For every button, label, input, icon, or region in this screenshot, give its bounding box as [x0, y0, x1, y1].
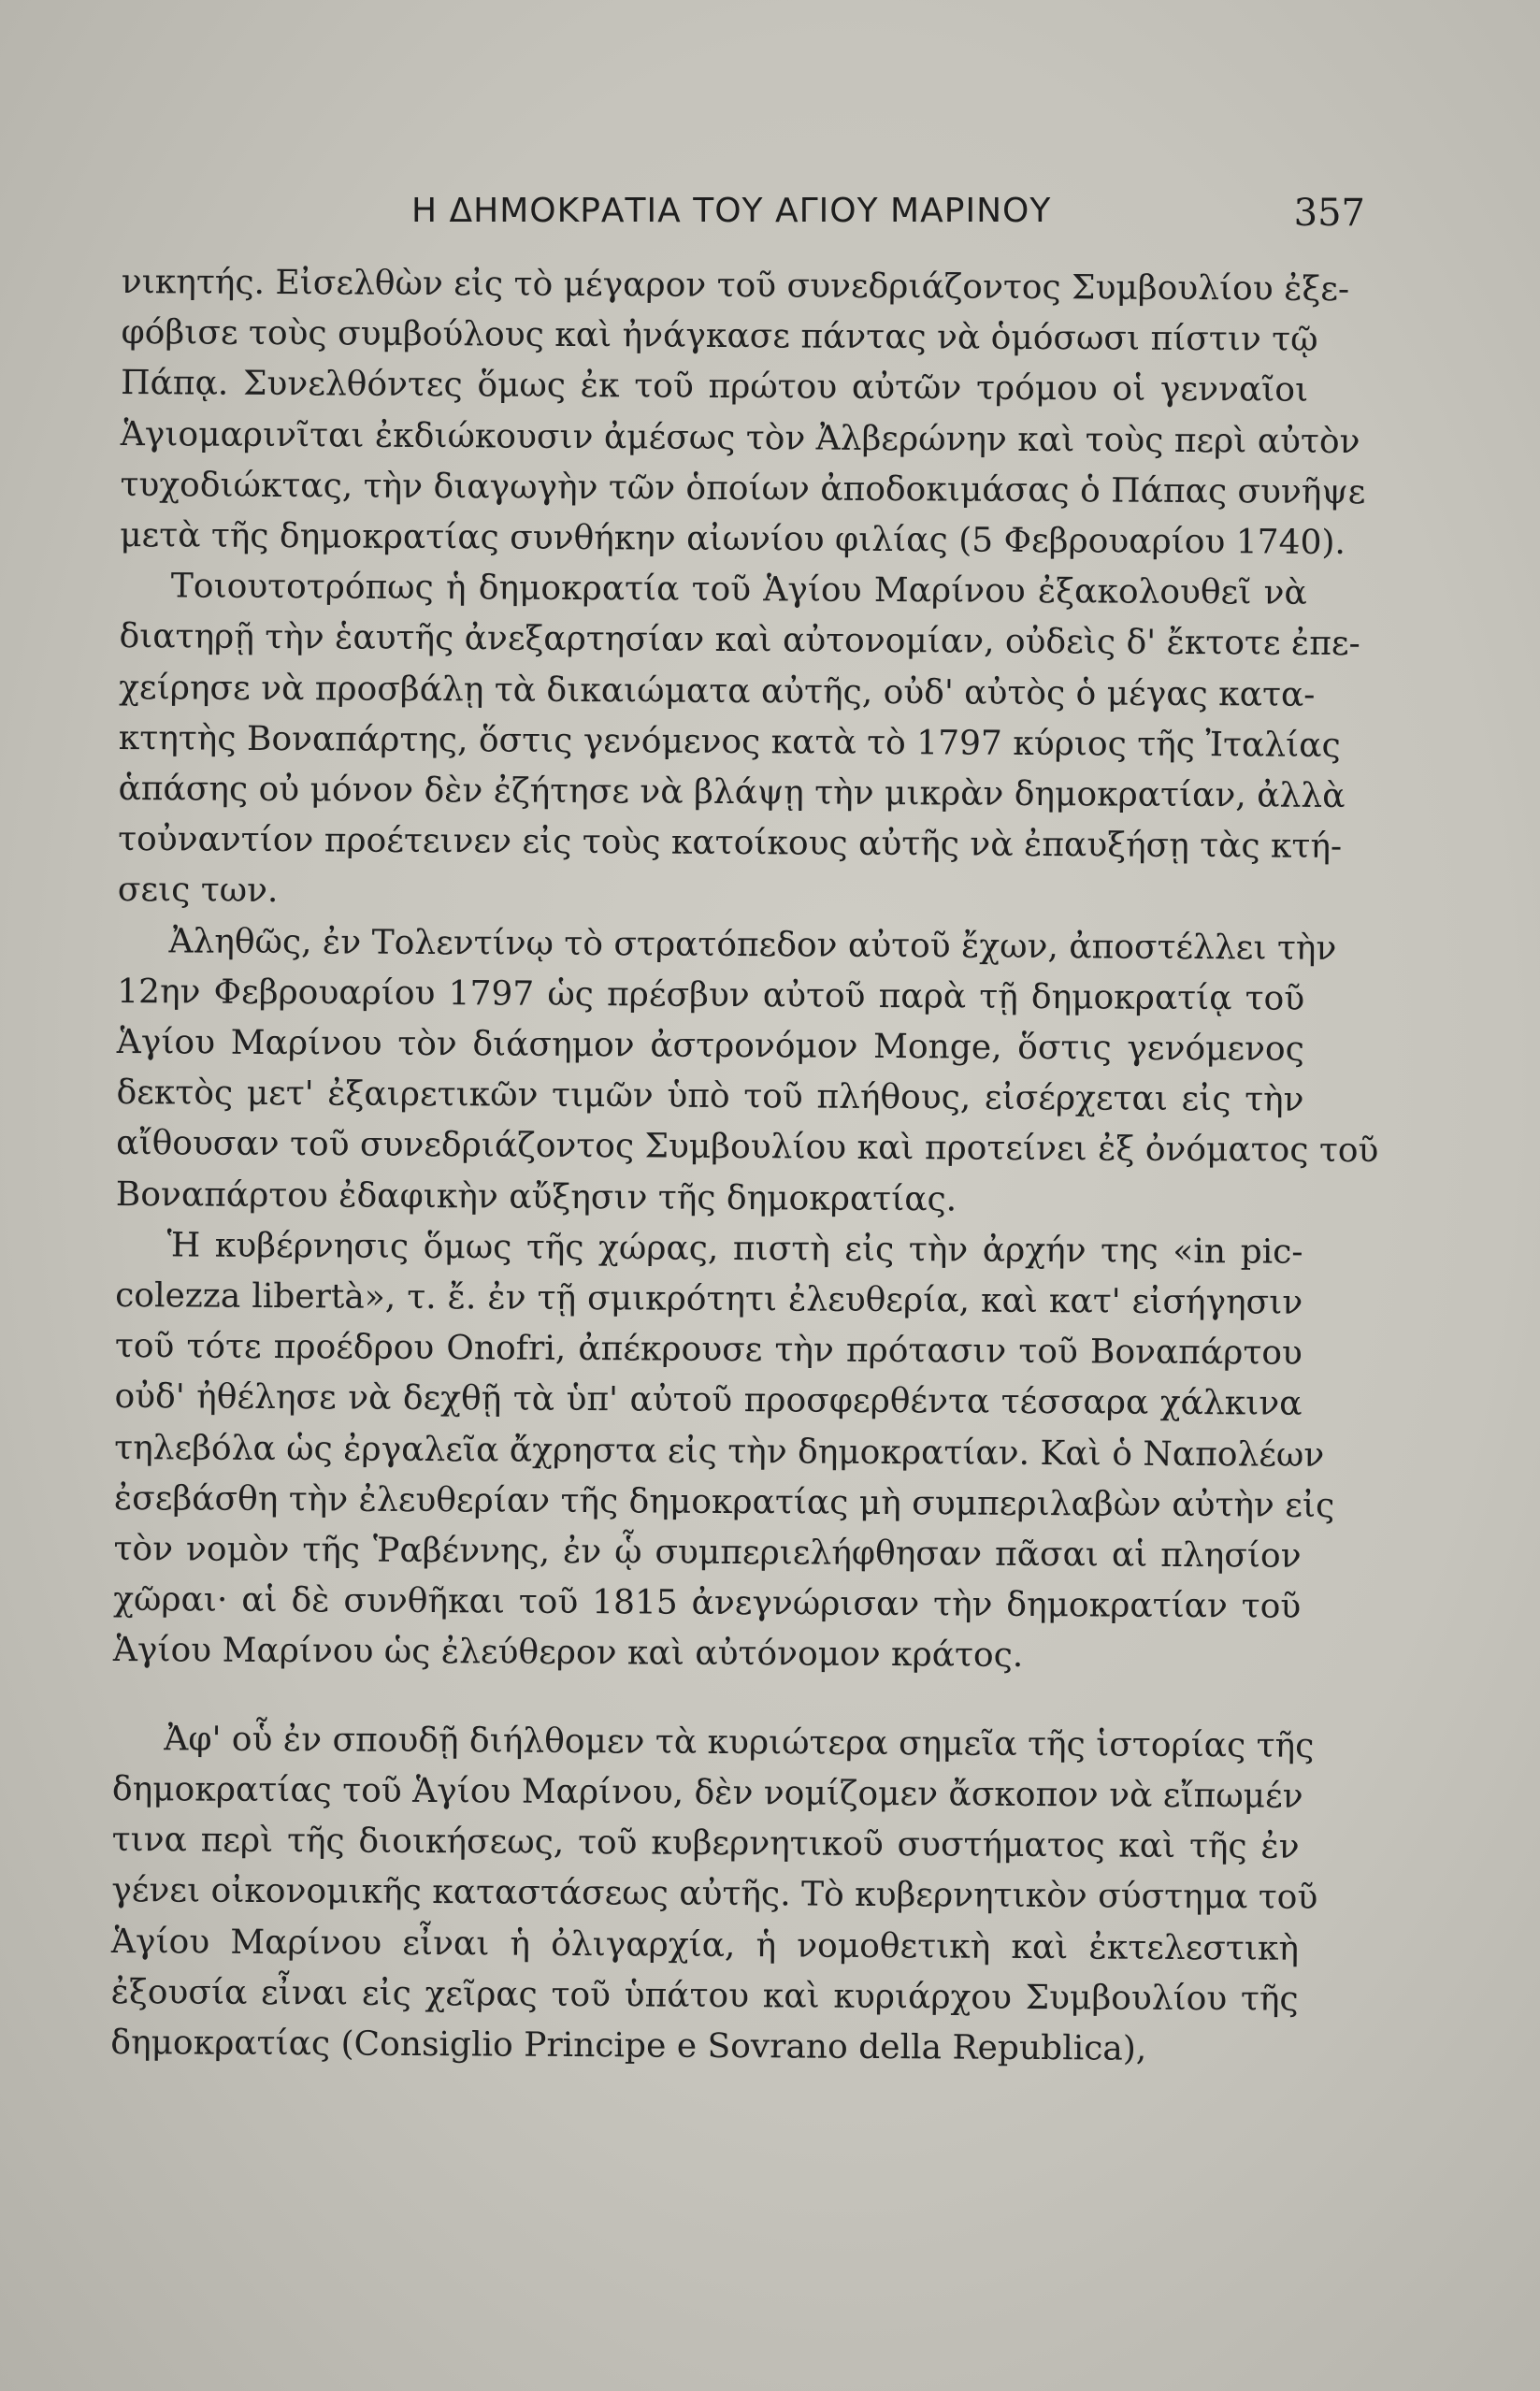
text-line: δεκτὸς μετ' ἐξαιρετικῶν τιμῶν ὑπὸ τοῦ πλήθους, εἰσέρχεται εἰς τὴν — [116, 1073, 1304, 1119]
text-line: Τοιουτοτρόπως ἡ δημοκρατία τοῦ Ἁγίου Μαρίνου ἐξακολουθεῖ νὰ — [170, 567, 1307, 612]
text-line: σεις των. — [117, 871, 279, 911]
text-line: 12ην Φεβρουαρίου 1797 ὡς πρέσβυν αὐτοῦ παρὰ τῇ δημοκρατίᾳ τοῦ — [117, 972, 1305, 1018]
text-line: γένει οἰκονομικῆς καταστάσεως αὐτῆς. Τὸ κυβερνητικὸν σύστημα τοῦ — [111, 1871, 1318, 1918]
text-line: δημοκρατίας τοῦ Ἁγίου Μαρίνου, δὲν νομίζομεν ἄσκοπον νὰ εἴπωμέν — [111, 1769, 1303, 1816]
text-line: τυχοδιώκτας, τὴν διαγωγὴν τῶν ὁποίων ἀποδοκιμάσας ὁ Πάπας συνῆψε — [120, 465, 1366, 511]
text-line: χείρησε νὰ προσβάλῃ τὰ δικαιώματα αὐτῆς, οὐδ' αὐτὸς ὁ μέγας κατα- — [119, 668, 1316, 714]
text-line: φόβισε τοὺς συμβούλους καὶ ἠνάγκασε πάντας νὰ ὁμόσωσι πίστιν τῷ — [121, 313, 1318, 360]
running-header — [112, 192, 1365, 248]
text-line: τηλεβόλα ὡς ἐργαλεῖα ἄχρηστα εἰς τὴν δημοκρατίαν. Καὶ ὁ Ναπολέων — [114, 1428, 1325, 1475]
text-line: Βοναπάρτου ἐδαφικὴν αὔξησιν τῆς δημοκρατίας. — [115, 1174, 957, 1219]
book-page — [110, 140, 1379, 2282]
text-line: Ἀληθῶς, ἐν Τολεντίνῳ τὸ στρατόπεδον αὐτοῦ ἔχων, ἀποστέλλει τὴν — [168, 921, 1337, 968]
text-line: μετὰ τῆς δημοκρατίας συνθήκην αἰωνίου φιλίας (5 Φεβρουαρίου 1740). — [120, 516, 1346, 563]
text-line: τὸν νομὸν τῆς Ῥαβέννης, ἐν ᾧ συμπεριελήφθησαν πᾶσαι αἱ πλησίον — [113, 1530, 1302, 1576]
text-line: ἁπάσης οὐ μόνον δὲν ἐζήτησε νὰ βλάψῃ τὴν μικρὰν δημοκρατίαν, ἀλλὰ — [118, 770, 1346, 816]
text-line: κτητὴς Βοναπάρτης, ὅστις γενόμενος κατὰ τὸ 1797 κύριος τῆς Ἰταλίας — [118, 718, 1341, 765]
text-line: τοὐναντίον προέτεινεν εἰς τοὺς κατοίκους αὐτῆς νὰ ἐπαυξήσῃ τὰς κτή- — [118, 820, 1343, 867]
paragraph — [117, 561, 1360, 923]
text-line: οὐδ' ἠθέλησε νὰ δεχθῇ τὰ ὑπ' αὐτοῦ προσφερθέντα τέσσαρα χάλκινα — [114, 1377, 1303, 1424]
text-line: δημοκρατίας (Consiglio Principe e Sovrano della Republica), — [110, 2023, 1147, 2068]
text-line: Πάπᾳ. Συνελθόντες ὅμως ἐκ τοῦ πρώτου αὐτῶν τρόμου οἱ γενναῖοι — [121, 364, 1309, 411]
text-line: Ἁγιομαρινῖται ἐκδιώκουσιν ἀμέσως τὸν Ἀλβερώνην καὶ τοὺς περὶ αὐτὸν — [120, 414, 1360, 461]
paragraph — [112, 1220, 1335, 1684]
text-line: τινα περὶ τῆς διοικήσεως, τοῦ κυβερνητικοῦ συστήματος καὶ τῆς ἐν — [111, 1821, 1300, 1866]
text-line: διατηρῇ τὴν ἑαυτῆς ἀνεξαρτησίαν καὶ αὐτονομίαν, οὐδεὶς δ' ἔκτοτε ἐπε- — [119, 617, 1360, 664]
text-line: τοῦ τότε προέδρου Onofri, ἀπέκρουσε τὴν πρότασιν τοῦ Βοναπάρτου — [114, 1327, 1303, 1374]
body-text — [110, 257, 1379, 2076]
paragraph — [110, 1714, 1318, 2076]
text-line: Ἁγίου Μαρίνου ὡς ἐλεύθερον καὶ αὐτόνομον κράτος. — [112, 1631, 1024, 1676]
text-line: ἐξουσία εἶναι εἰς χεῖρας τοῦ ὑπάτου καὶ κυριάρχου Συμβουλίου τῆς — [110, 1972, 1299, 2019]
running-title: Η ΔΗΜΟΚΡΑΤΙΑ ΤΟΥ ΑΓΙΟΥ ΜΑΡΙΝΟΥ — [411, 192, 1052, 230]
text-line: αἴθουσαν τοῦ συνεδριάζοντος Συμβουλίου καὶ προτείνει ἐξ ὀνόματος τοῦ — [116, 1124, 1379, 1171]
text-line: ἐσεβάσθη τὴν ἐλευθερίαν τῆς δημοκρατίας μὴ συμπεριλαβὼν αὐτὴν εἰς — [113, 1478, 1335, 1525]
text-line: νικητής. Εἰσελθὼν εἰς τὸ μέγαρον τοῦ συνεδριάζοντος Συμβουλίου ἐξε- — [121, 262, 1350, 310]
text-line: Ἡ κυβέρνησις ὅμως τῆς χώρας, πιστὴ εἰς τὴν ἀρχήν της «in pic- — [166, 1226, 1303, 1272]
text-line: colezza libertà», τ. ἔ. ἐν τῇ σμικρότητι ἐλευθερία, καὶ κατ' εἰσήγησιν — [115, 1276, 1303, 1322]
paragraph — [120, 257, 1366, 569]
paragraph — [115, 916, 1379, 1228]
page-number: 357 — [1293, 192, 1365, 235]
text-line: Ἁγίου Μαρίνου τὸν διάσημον ἀστρονόμον Monge, ὅστις γενόμενος — [116, 1023, 1304, 1069]
text-line: Ἁγίου Μαρίνου εἶναι ἡ ὀλιγαρχία, ἡ νομοθετικὴ καὶ ἐκτελεστικὴ — [110, 1922, 1300, 1968]
text-line: Ἀφ' οὗ ἐν σπουδῇ διήλθομεν τὰ κυριώτερα σημεῖα τῆς ἱστορίας τῆς — [164, 1719, 1315, 1765]
text-line: χῶραι· αἱ δὲ συνθῆκαι τοῦ 1815 ἀνεγνώρισαν τὴν δημοκρατίαν τοῦ — [113, 1580, 1302, 1627]
